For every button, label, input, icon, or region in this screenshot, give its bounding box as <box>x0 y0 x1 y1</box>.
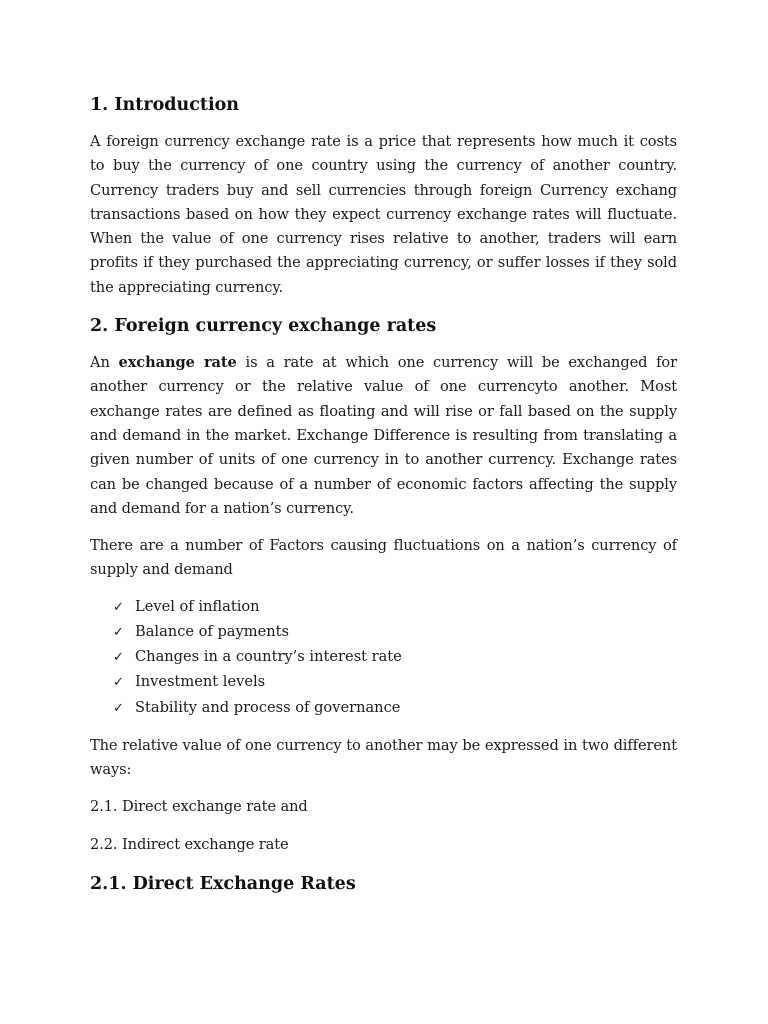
factor-label: Balance of payments <box>135 622 289 640</box>
list-item <box>113 645 677 670</box>
checkmark-icon: ✓ <box>113 599 124 615</box>
exchange-rate-paragraph <box>90 351 677 521</box>
checkmark-icon: ✓ <box>113 700 124 716</box>
factors-paragraph: There are a number of Factors causing fluctuations on a nation’s currency of supply and demand <box>90 537 677 579</box>
direct-exchange-rate-item: 2.1. Direct exchange rate and <box>90 798 308 816</box>
exchange-rate-term: exchange rate <box>118 354 237 372</box>
checkmark-icon: ✓ <box>113 675 124 691</box>
list-item <box>113 696 677 721</box>
introduction-paragraph: A foreign currency exchange rate is a price that represents how much it costs to buy the currency of one country using the currency of another country. Currency traders buy and sell currencies through foreign Currency exchang transactions based on how they expect currency exchange rates will fluctuate. When the value of one currency rises relative to another, traders will earn profits if they purchased the appreciating currency, or suffer losses if they sold the appreciating currency. <box>90 133 677 296</box>
list-item <box>113 620 677 645</box>
relative-value-paragraph: The relative value of one currency to another may be expressed in two different ways: <box>90 736 677 779</box>
section-heading-foreign-currency-exchange-rates: 2. Foreign currency exchange rates <box>90 316 437 337</box>
exchange-rate-paragraph-body: is a rate at which one currency will be exchanged for another currency or the relative value of one currencyto another. Most exchange rates are defined as floating and will rise or fall based on the supply and demand in the market. Exchange Difference is resulting from translating a given number of units of one currency in to another currency. Exchange rates can be changed because of a number of economic factors affecting the supply and demand for a nation’s currency. <box>90 354 677 517</box>
indirect-exchange-rate-item: 2.2. Indirect exchange rate <box>90 835 289 853</box>
factor-label: Investment levels <box>135 673 266 691</box>
factors-list <box>90 595 677 721</box>
section-heading-direct-exchange-rates: 2.1. Direct Exchange Rates <box>90 873 356 894</box>
document-page <box>90 92 677 897</box>
list-item <box>113 670 677 695</box>
list-item <box>113 595 677 620</box>
factor-label: Stability and process of governance <box>135 698 401 716</box>
checkmark-icon: ✓ <box>113 624 124 640</box>
factor-label: Changes in a country’s interest rate <box>135 648 402 666</box>
checkmark-icon: ✓ <box>113 650 124 666</box>
exchange-rate-paragraph-prefix: An <box>90 354 119 372</box>
factor-label: Level of inflation <box>135 597 260 615</box>
section-heading-introduction: 1. Introduction <box>90 95 239 115</box>
